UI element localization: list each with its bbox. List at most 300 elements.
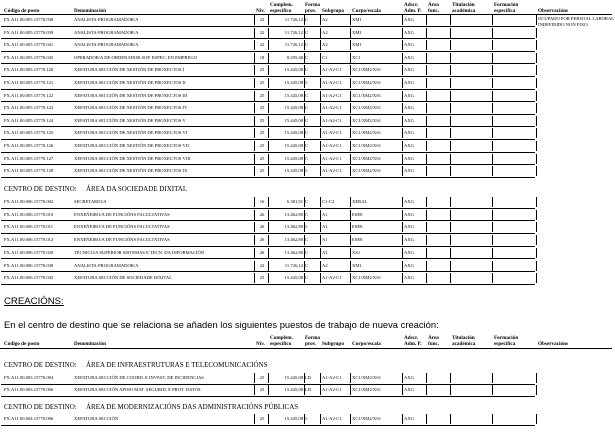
column-divider [450,128,451,138]
cell-forma-provision: C [305,117,309,123]
column-divider [350,273,351,283]
column-divider [402,103,403,113]
cell-forma-provision: C [305,92,309,98]
cell-corpo-escala: ESE8 [352,211,363,217]
column-divider [320,222,321,232]
cell-adscripcion: AXG [404,387,414,392]
header-forma: Forma [305,2,320,8]
cell-complemento: 15.445,08 [284,117,303,123]
cell-nivel: 26 [259,249,265,255]
column-divider [426,15,427,25]
header-forma-2: prov. [305,8,317,14]
column-divider [492,222,493,232]
cell-denominacion: XEFATURA SECCIÓN DE XESTIÓN DE PROXECTOS VI [74,130,188,136]
column-divider [320,103,321,113]
column-divider [304,128,305,138]
column-divider [268,65,269,75]
cell-denominacion: SECRETARIO/A [74,199,107,204]
header-adscr: Adscr. [404,335,419,341]
cell-denominacion: XEFATURA SECCIÓN DE XESTIÓN DE PROXECTOS VII [74,143,189,148]
column-divider [492,141,493,151]
column-divider [536,261,537,271]
column-divider [450,210,451,220]
column-divider [426,65,427,75]
column-divider [350,414,351,424]
cell-posto-code: FX.A11.00.006.15770.045 [4,275,54,281]
cell-denominacion: ANALISTA-PROGRAMADOR/A [74,29,139,35]
cell-denominacion: XEFATURA SECCIÓN DE XESTIÓN DE PROXECTOS VIII [74,155,191,161]
column-divider [320,197,321,207]
cell-subgrupo: A1-A2-C1 [322,375,342,380]
column-divider [350,28,351,38]
column-divider [450,373,451,383]
column-divider [492,273,493,283]
column-divider [492,261,493,271]
table-row [0,14,615,26]
cell-forma-provision: LD [305,375,312,380]
cell-complemento: 15.445,08 [284,387,303,392]
column-divider [450,197,451,207]
cell-subgrupo: A2 [322,262,328,268]
column-divider [426,53,427,63]
column-divider [268,166,269,176]
column-divider [268,78,269,88]
cell-posto-code: FX.A11.00.005.15770.121 [4,80,54,85]
cell-corpo-escala: XC1/XM2/XS1 [352,130,382,136]
column-divider [426,197,427,207]
header-codigo: Código de posto [4,8,40,14]
cell-subgrupo: A1-A2-C1 [322,275,342,281]
header-rule-2 [0,348,612,349]
column-divider [320,53,321,63]
column-divider [536,373,537,383]
table-row [0,140,615,152]
cell-posto-code: FX.A11.00.005.15770.127 [4,155,54,161]
cell-posto-code: FX.A11.00.005.15770.124 [4,117,54,123]
column-divider [254,40,255,50]
cell-nivel: 25 [259,117,265,123]
column-divider [402,53,403,63]
centre-name: ÁREA DA SOCIEDADE DIXITAL [86,185,188,193]
section-title: CREACIÓNS: [4,296,64,307]
column-divider [492,373,493,383]
cell-posto-code: FX.A11.00.005.15770.125 [4,130,54,136]
column-divider [450,91,451,101]
column-divider [268,248,269,258]
column-divider [350,141,351,151]
cell-denominacion: XEFATURA SECCIÓN DE XESTIÓN DE PROXECTOS III [74,92,188,98]
column-divider [402,222,403,232]
column-divider [492,78,493,88]
cell-forma-provision: C [305,17,309,22]
column-divider [536,78,537,88]
column-divider [426,235,427,245]
cell-subgrupo: A2 [322,42,328,48]
column-divider [536,65,537,75]
cell-complemento: 13.462,80 [284,249,303,255]
column-divider [402,91,403,101]
column-divider [426,273,427,283]
column-divider [268,128,269,138]
column-divider [450,248,451,258]
column-divider [536,116,537,126]
cell-corpo-escala: XC1/XM2/XS1 [352,416,382,421]
cell-posto-code: FX.A11.00.005.15770.041 [4,42,54,48]
column-divider [254,166,255,176]
header-area: Área [428,335,439,341]
column-divider [268,385,269,395]
cell-complemento: 15.445,08 [284,416,303,421]
column-divider [402,65,403,75]
column-divider [268,235,269,245]
column-divider [402,15,403,25]
cell-posto-code: FX.A11.00.005.15770.120 [4,67,54,73]
column-divider [536,385,537,395]
cell-denominacion: XEFATURA SECCIÓN [74,416,119,421]
cell-nivel: 25 [259,168,265,174]
table-row [0,90,615,102]
column-divider [268,103,269,113]
column-divider [350,261,351,271]
column-divider [426,261,427,271]
column-divider [450,222,451,232]
cell-adscripcion: AXG [404,143,414,148]
column-divider [402,385,403,395]
column-divider [304,103,305,113]
cell-posto-code: FX.A11.00.005.15770.045 [4,54,54,60]
column-divider [304,385,305,395]
column-divider [350,154,351,164]
column-divider [536,154,537,164]
column-divider [268,210,269,220]
cell-nivel: 25 [259,105,265,111]
column-divider [254,128,255,138]
column-divider [304,154,305,164]
cell-nivel: 25 [259,67,265,73]
column-divider [450,261,451,271]
column-divider [304,91,305,101]
column-divider [350,65,351,75]
column-divider [254,222,255,232]
column-divider [268,414,269,424]
header-corpo: Corpo/escala [352,8,381,14]
column-divider [320,273,321,283]
column-divider [320,248,321,258]
column-divider [492,154,493,164]
column-divider [254,273,255,283]
column-divider [268,91,269,101]
row-separator [1,425,535,426]
column-divider [402,40,403,50]
column-divider [426,116,427,126]
cell-forma-provision: C [305,54,309,60]
column-divider [536,103,537,113]
column-divider [350,210,351,220]
column-divider [450,141,451,151]
cell-posto-code: FX.A11.00.006.15770.011 [4,224,54,230]
column-divider [450,15,451,25]
header-corpo: Corpo/escala [352,341,381,347]
cell-complemento: 8.295,46 [286,54,303,60]
column-divider [350,235,351,245]
column-divider [254,91,255,101]
cell-complemento: 15.445,08 [284,105,303,111]
column-divider [268,15,269,25]
cell-nivel: 25 [259,387,265,392]
cell-corpo-escala: XC1/XM2/XS1 [352,117,382,123]
cell-complemento: 15.445,08 [284,130,303,136]
header-titulacion: Titulación [452,2,475,8]
table-row [0,372,615,384]
column-divider [426,373,427,383]
column-divider [320,15,321,25]
cell-adscripcion: AXG [404,237,414,243]
column-divider [304,235,305,245]
centre-label: CENTRO DE DESTINO: [4,185,77,193]
column-divider [492,116,493,126]
centre-destino-1 [4,185,187,194]
column-divider [350,166,351,176]
cell-denominacion: XEFATURA SECCIÓN DE XESTIÓN DE PROXECTOS I [74,67,185,73]
cell-subgrupo: A1 [322,224,328,230]
cell-nivel: 25 [259,80,265,85]
header-formacion: Formación [494,335,519,341]
cell-nivel: 22 [259,42,265,48]
column-divider [492,65,493,75]
column-divider [304,261,305,271]
table-row [0,77,615,89]
column-divider [426,40,427,50]
column-divider [450,40,451,50]
cell-adscripcion: AXG [404,275,414,281]
column-divider [350,40,351,50]
header-complem-2: específico [270,8,292,14]
table-row [0,196,615,208]
centre-label: CENTRO DE DESTINO: [4,361,77,369]
column-divider [450,414,451,424]
table-row [0,260,615,272]
header-complem-2: específico [270,341,292,347]
column-divider [304,65,305,75]
header-titulacion: Titulación [452,335,475,341]
column-divider [402,141,403,151]
header-adscr-2: Adm. P. [404,8,422,14]
table-row [0,384,615,396]
column-divider [320,141,321,151]
cell-forma-provision: C [305,155,309,161]
column-divider [536,273,537,283]
cell-corpo-escala: XS1 [352,249,361,255]
column-divider [254,154,255,164]
cell-complemento: 15.445,08 [284,80,303,85]
column-divider [350,128,351,138]
cell-corpo-escala: XC1/XM2/XS1 [352,168,382,174]
cell-adscripcion: AXG [404,375,414,380]
cell-adscripcion: AXG [404,67,414,73]
table-row [0,413,615,425]
cell-adscripcion: AXG [404,224,414,230]
cell-complemento: 15.445,08 [284,92,303,98]
header-denominacion: Denominación [74,8,106,14]
column-divider [492,128,493,138]
column-divider [426,28,427,38]
column-divider [320,65,321,75]
column-divider [450,166,451,176]
column-divider [492,28,493,38]
column-divider [536,128,537,138]
column-divider [426,103,427,113]
cell-corpo-escala: XM1 [352,42,362,48]
column-divider [450,385,451,395]
cell-adscripcion: AXG [404,92,414,98]
cell-denominacion: ANALISTA-PROGRAMADOR/A [74,262,139,268]
cell-posto-code: FX.A11.00.005.15770.123 [4,105,54,111]
column-divider [268,273,269,283]
column-divider [492,385,493,395]
column-divider [304,197,305,207]
column-divider [254,65,255,75]
cell-corpo-escala: XC1/XM2/XS1 [352,67,382,73]
column-divider [492,414,493,424]
table-row [0,115,615,127]
cell-subgrupo: C1-C2 [322,199,335,204]
cell-complemento: 11.726,12 [284,262,303,268]
cell-posto-code: FX.A11.00.006.15770.030 [4,262,54,268]
column-divider [536,141,537,151]
cell-denominacion: ENXEÑEIRO/A DE FUNCIÓNS FACULTATIVAS [74,237,170,243]
column-divider [254,53,255,63]
column-divider [450,28,451,38]
column-divider [254,103,255,113]
cell-nivel: 25 [259,155,265,161]
cell-nivel: 22 [259,17,265,22]
cell-adscripcion: AXG [404,168,414,174]
cell-posto-code: FX.A11.00.003.15770.006 [4,387,54,392]
cell-nivel: 26 [259,224,265,230]
cell-complemento: 13.462,80 [284,211,303,217]
row-separator [1,284,535,285]
header-complem: Complem. [270,335,293,341]
cell-denominacion: XEFATURA SECCIÓN DE XESTIÓN DE PROXECTOS II [74,80,186,85]
table-row [0,153,615,165]
column-divider [320,154,321,164]
header-forma: Forma [305,335,320,341]
cell-posto-code: FX.A11.00.003.15770.004 [4,375,54,380]
column-divider [254,385,255,395]
cell-forma-provision: C [305,105,309,111]
column-divider [254,261,255,271]
column-divider [320,261,321,271]
cell-nivel: 25 [259,416,265,421]
cell-forma-provision: C [305,80,309,85]
column-divider [492,15,493,25]
cell-posto-code: FX.A11.00.005.15770.038 [4,17,54,22]
cell-complemento: 15.445,08 [284,143,303,148]
column-divider [402,248,403,258]
column-divider [254,414,255,424]
column-divider [320,235,321,245]
header-forma-2: prov. [305,341,317,347]
column-divider [350,116,351,126]
cell-forma-provision: C [305,143,309,148]
column-divider [536,235,537,245]
cell-denominacion: XEFATURA SECCIÓN DE XESTIÓN DE PROXECTOS IV [74,105,188,111]
cell-complemento: 11.726,12 [284,29,303,35]
column-divider [304,116,305,126]
cell-adscripcion: AXG [404,199,414,204]
cell-corpo-escala: XC1 [352,54,361,60]
column-divider [320,385,321,395]
column-divider [426,385,427,395]
cell-corpo-escala: XM1 [352,262,362,268]
column-divider [426,222,427,232]
column-divider [304,141,305,151]
cell-denominacion: TÉCNICO/A SUPERIOR SISTEMAS E TECN. DA INFORMACIÓN [74,249,205,255]
cell-corpo-escala: XC1/XM2/XS1 [352,375,382,380]
column-divider [304,28,305,38]
column-divider [350,373,351,383]
table-row [0,272,615,284]
cell-adscripcion: AXG [404,416,414,421]
column-divider [426,414,427,424]
cell-posto-code: FX.A11.00.006.15770.020 [4,249,54,255]
cell-subgrupo: A1-A2-C1 [322,143,342,148]
cell-nivel: 25 [259,143,265,148]
column-divider [350,15,351,25]
cell-adscripcion: AXG [404,211,414,217]
column-divider [492,166,493,176]
column-divider [320,166,321,176]
column-divider [450,235,451,245]
cell-denominacion: XEFATURA SECCIÓN DE SOCIEDADE DIXITAL [74,275,173,281]
cell-nivel: 18 [259,54,265,60]
cell-posto-code: FX.A11.00.006.15770.012 [4,237,54,243]
column-divider [426,91,427,101]
column-divider [254,116,255,126]
column-divider [254,78,255,88]
cell-corpo-escala: XC1/XM2/XS1 [352,80,382,85]
column-divider [536,28,537,38]
cell-denominacion: OPERADOR/A DE ORDENADOR SOP. ESPEC. EN EMPREGO [74,54,198,60]
column-divider [320,91,321,101]
column-divider [268,116,269,126]
column-divider [536,91,537,101]
cell-subgrupo: A1-A2-C1 [322,155,342,161]
cell-complemento: 11.726,12 [284,42,303,48]
column-divider [536,414,537,424]
column-divider [304,40,305,50]
cell-complemento: 11.726,12 [284,17,303,22]
cell-corpo-escala: XERAL [352,199,368,204]
column-divider [450,116,451,126]
cell-subgrupo: A2 [322,17,328,22]
cell-corpo-escala: XC1/XM2/XS1 [352,105,382,111]
cell-corpo-escala: XM1 [352,17,362,22]
column-divider [304,166,305,176]
header-niv: Nív. [256,341,265,347]
header-observacions: Observacións [538,8,568,14]
cell-forma-provision: C [305,168,309,174]
cell-subgrupo: A1-A2-C1 [322,168,342,174]
column-divider [320,116,321,126]
column-divider [268,197,269,207]
column-divider [320,210,321,220]
table-row [0,209,615,221]
column-divider [350,248,351,258]
column-divider [254,15,255,25]
row-separator [1,177,535,178]
cell-adscripcion: AXG [404,54,414,60]
